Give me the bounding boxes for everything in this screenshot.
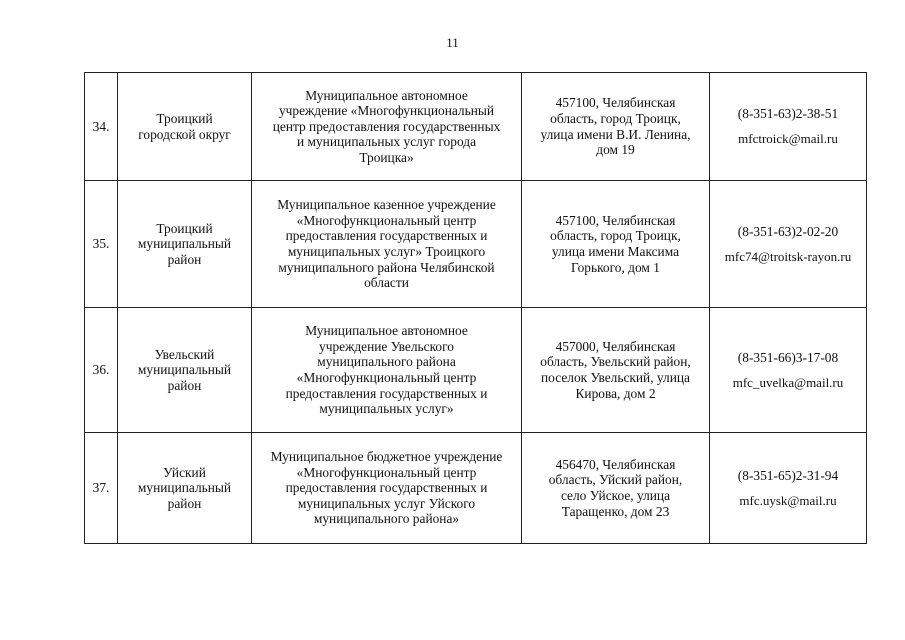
address-cell: 457100, Челябинская область, город Троицк, улица имени Максима Горького, дом 1 [522,181,710,308]
table-row [85,181,867,308]
address-cell: 456470, Челябинская область, Уйский район, село Уйское, улица Таращенко, дом 23 [522,433,710,544]
contact-cell [710,433,867,544]
email-address: mfc74@troitsk-rayon.ru [724,248,852,264]
address-cell: 457000, Челябинская область, Увельский район, поселок Увельский, улица Кирова, дом 2 [522,308,710,433]
phone-number: (8-351-65)2-31-94 [737,467,839,483]
address-cell: 457100, Челябинская область, город Троицк, улица имени В.И. Ленина, дом 19 [522,73,710,181]
phone-number: (8-351-63)2-38-51 [737,106,839,122]
phone-number: (8-351-63)2-02-20 [737,223,839,239]
contact-cell [710,308,867,433]
municipality-cell: Троицкий муниципальный район [118,181,252,308]
organization-cell: Муниципальное автономное учреждение «Многофункциональный центр предоставления государственных и муниципальных услуг города Троицка» [252,73,522,181]
table-row [85,308,867,433]
phone-number: (8-351-66)3-17-08 [737,349,839,365]
email-address: mfctroick@mail.ru [738,131,838,146]
organization-cell: Муниципальное автономное учреждение Увельского муниципального района «Многофункциональный центр предоставления государственных и муниципальных услуг» [252,308,522,433]
email-address: mfc.uysk@mail.ru [739,492,837,508]
organization-cell: Муниципальное бюджетное учреждение «Многофункциональный центр предоставления государственных и муниципальных услуг Уйского муниципального района» [252,433,522,544]
mfc-registry-table [84,72,867,544]
row-number-cell: 34. [85,73,118,181]
page-number: 11 [446,35,459,50]
municipality-cell: Троицкий городской округ [118,73,252,181]
table-row [85,433,867,544]
organization-cell: Муниципальное казенное учреждение «Многофункциональный центр предоставления государственных и муниципальных услуг» Троицкого муниципального района Челябинской области [252,181,522,308]
contact-cell [710,181,867,308]
municipality-cell: Уйский муниципальный район [118,433,252,544]
contact-cell [710,73,867,181]
table-row [85,73,867,181]
row-number-cell: 36. [85,308,118,433]
municipality-cell: Увельский муниципальный район [118,308,252,433]
row-number-cell: 37. [85,433,118,544]
email-address: mfc_uvelka@mail.ru [732,374,844,390]
row-number-cell: 35. [85,181,118,308]
